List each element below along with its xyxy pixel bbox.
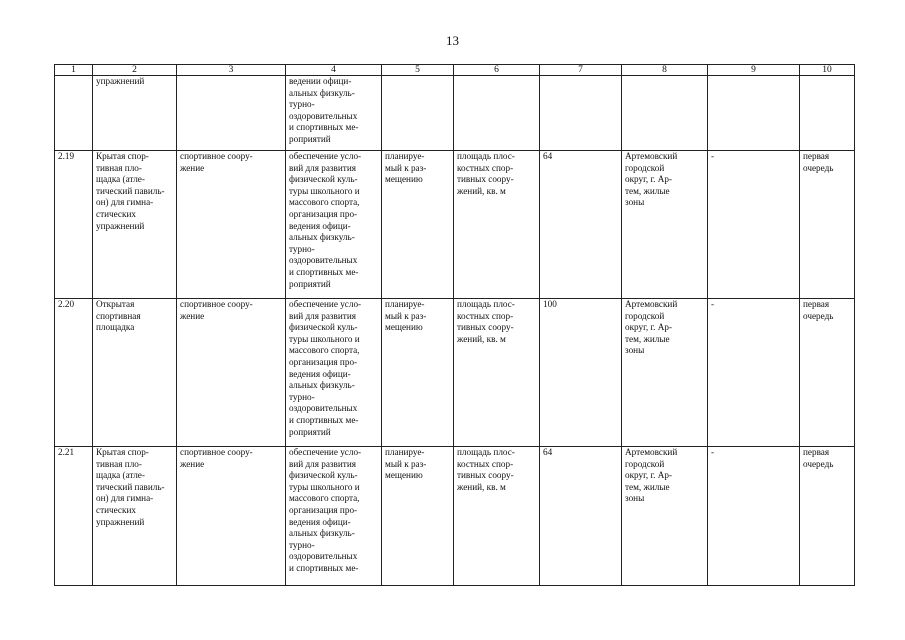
- cell-number: 2.19: [55, 151, 93, 299]
- column-number: 6: [454, 65, 540, 76]
- cell-zone: [708, 76, 800, 151]
- cell-characteristic: площадь плос- костных спор- тивных соору- жений, кв. м: [454, 299, 540, 447]
- cell-purpose: ведении офици- альных физкуль- турно- оздоровительных и спортивных ме- роприятий: [286, 76, 382, 151]
- cell-value: [540, 76, 622, 151]
- cell-status: планируе- мый к раз- мещению: [382, 299, 454, 447]
- cell-location: [622, 76, 708, 151]
- cell-zone: -: [708, 151, 800, 299]
- cell-object-type: спортивное соору- жение: [177, 299, 286, 447]
- column-number: 3: [177, 65, 286, 76]
- page-number: 13: [446, 33, 459, 48]
- column-number: 9: [708, 65, 800, 76]
- cell-value: 64: [540, 447, 622, 586]
- planning-table: [54, 64, 855, 586]
- cell-object-type: [177, 76, 286, 151]
- column-number: 4: [286, 65, 382, 76]
- cell-characteristic: площадь плос- костных спор- тивных соору- жений, кв. м: [454, 151, 540, 299]
- table-row-2-20: [55, 299, 855, 447]
- cell-location: Артемовский городской округ, г. Ар- тем, жилые зоны: [622, 151, 708, 299]
- cell-stage: первая очередь: [800, 299, 855, 447]
- cell-object-name: Крытая спор- тивная пло- щадка (атле- тический павиль- он) для гимна- стических упражнений: [93, 447, 177, 586]
- column-number: 7: [540, 65, 622, 76]
- cell-value: 64: [540, 151, 622, 299]
- cell-object-name: Открытая спортивная площадка: [93, 299, 177, 447]
- cell-object-name: Крытая спор- тивная пло- щадка (атле- тический павиль- он) для гимна- стических упражнений: [93, 151, 177, 299]
- cell-number: 2.21: [55, 447, 93, 586]
- cell-characteristic: [454, 76, 540, 151]
- cell-status: [382, 76, 454, 151]
- cell-stage: первая очередь: [800, 447, 855, 586]
- cell-location: Артемовский городской округ, г. Ар- тем, жилые зоны: [622, 299, 708, 447]
- cell-status: планируе- мый к раз- мещению: [382, 151, 454, 299]
- cell-object-name: упражнений: [93, 76, 177, 151]
- column-number: 10: [800, 65, 855, 76]
- column-number: 5: [382, 65, 454, 76]
- cell-purpose: обеспечение усло- вий для развития физической куль- туры школьного и массового спорта, организация про- ведения офици- альных физкуль- турно- оздоровительных и спортивных ме- роприятий: [286, 151, 382, 299]
- column-number: 1: [55, 65, 93, 76]
- column-number: 2: [93, 65, 177, 76]
- cell-zone: -: [708, 299, 800, 447]
- cell-value: 100: [540, 299, 622, 447]
- cell-characteristic: площадь плос- костных спор- тивных соору- жений, кв. м: [454, 447, 540, 586]
- cell-purpose: обеспечение усло- вий для развития физической куль- туры школьного и массового спорта, организация про- ведения офици- альных физкуль- турно- оздоровительных и спортивных ме- роприятий: [286, 299, 382, 447]
- cell-location: Артемовский городской округ, г. Ар- тем, жилые зоны: [622, 447, 708, 586]
- cell-number: 2.20: [55, 299, 93, 447]
- column-number: 8: [622, 65, 708, 76]
- cell-object-type: спортивное соору- жение: [177, 447, 286, 586]
- table-row-2-21: [55, 447, 855, 586]
- cell-status: планируе- мый к раз- мещению: [382, 447, 454, 586]
- cell-stage: первая очередь: [800, 151, 855, 299]
- cell-number: [55, 76, 93, 151]
- cell-zone: -: [708, 447, 800, 586]
- cell-stage: [800, 76, 855, 151]
- cell-object-type: спортивное соору- жение: [177, 151, 286, 299]
- cell-purpose: обеспечение усло- вий для развития физической куль- туры школьного и массового спорта, организация про- ведения офици- альных физкуль- турно- оздоровительных и спортивных ме-: [286, 447, 382, 586]
- table-row-continuation: [55, 76, 855, 151]
- column-number-row: [55, 65, 855, 76]
- table-row-2-19: [55, 151, 855, 299]
